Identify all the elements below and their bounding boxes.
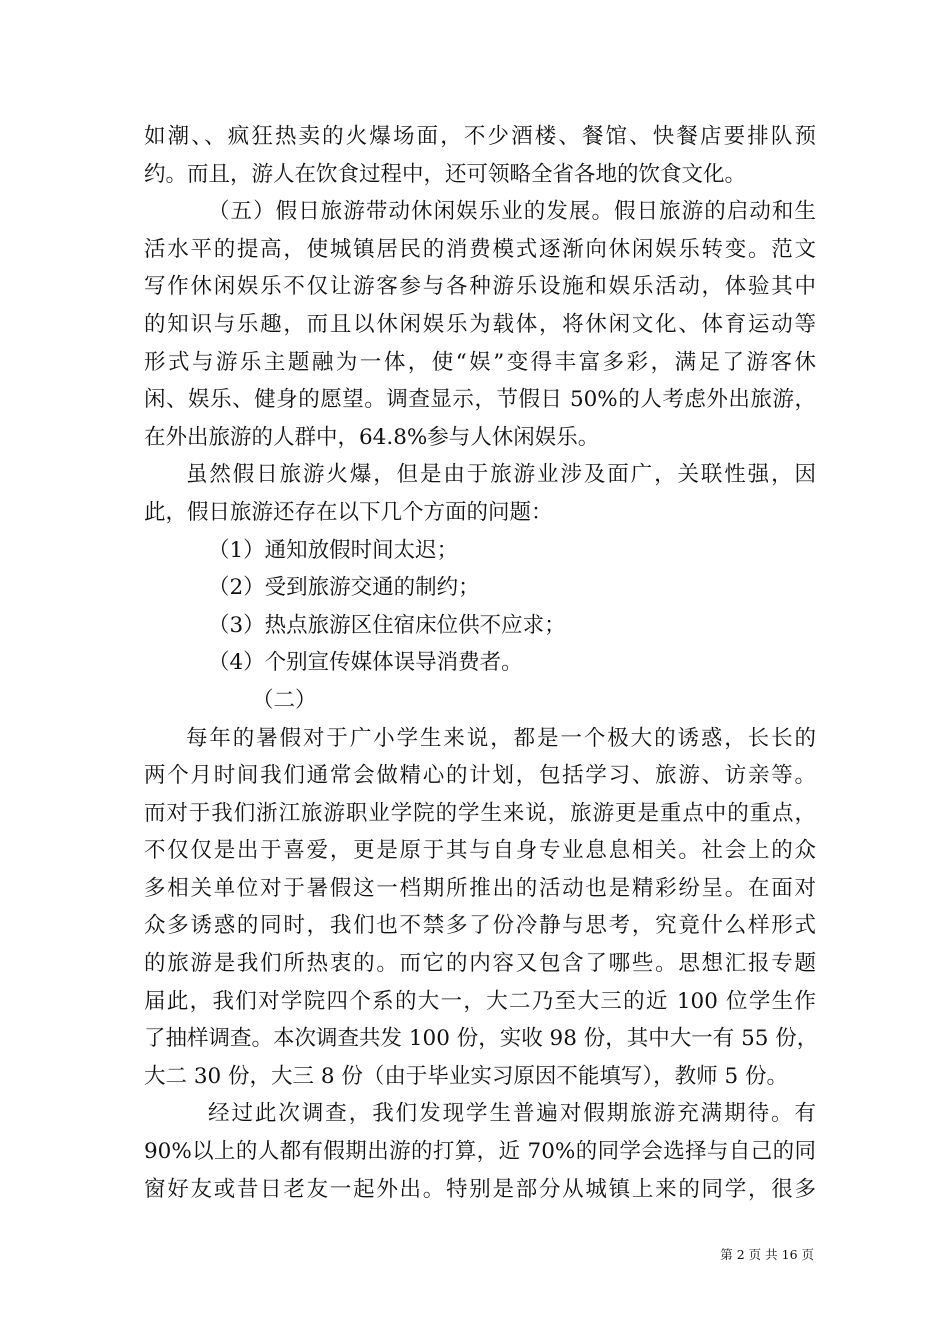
text-line: 如潮、、疯狂热卖的火爆场面，不少酒楼、餐馆、快餐店要排队预 xyxy=(144,124,816,149)
text-line: （2）受到旅游交通的制约； xyxy=(208,575,480,601)
text-line: 形式与游乐主题融为一体，使“娱”变得丰富多彩，满足了游客休 xyxy=(144,349,816,375)
text-line: 两个月时间我们通常会做精心的计划，包括学习、旅游、访亲等。 xyxy=(144,763,816,789)
text-line: （4）个别宣传媒体误导消费者。 xyxy=(208,650,523,676)
text-line: 闲、娱乐、健身的愿望。调查显示，节假日 50%的人考虑外出旅游， xyxy=(144,387,816,413)
text-line: 写作休闲娱乐不仅让游客参与各种游乐设施和娱乐活动，体验其中 xyxy=(144,274,816,300)
text-line: 90%以上的人都有假期出游的打算，近 70%的同学会选择与自己的同 xyxy=(144,1139,816,1165)
text-line: （3）热点旅游区住宿床位供不应求； xyxy=(208,612,566,638)
text-line: 不仅仅是出于喜爱，更是原于其与自身专业息息相关。社会上的众 xyxy=(144,838,816,864)
page-number-footer: 第 2 页 共 16 页 xyxy=(720,1247,814,1262)
text-line: 约。而且，游人在饮食过程中，还可领略全省各地的饮食文化。 xyxy=(144,161,747,187)
text-line: 多相关单位对于暑假这一档期所推出的活动也是精彩纷呈。在面对 xyxy=(144,875,816,901)
text-line: （二） xyxy=(252,687,317,713)
text-line: （五）假日旅游带动休闲娱乐业的发展。假日旅游的启动和生 xyxy=(208,199,816,225)
text-line: 而对于我们浙江旅游职业学院的学生来说，旅游更是重点中的重点， xyxy=(144,800,816,826)
text-line: 窗好友或昔日老友一起外出。特别是部分从城镇上来的同学，很多 xyxy=(144,1176,816,1202)
text-line: 了抽样调查。本次调查共发 100 份，实收 98 份，其中大一有 55 份， xyxy=(144,1026,819,1052)
text-line: 的旅游是我们所热衷的。而它的内容又包含了哪些。思想汇报专题 xyxy=(144,951,816,977)
text-line: 在外出旅游的人群中，64.8%参与人休闲娱乐。 xyxy=(144,424,600,450)
text-line: 众多诱惑的同时，我们也不禁多了份冷静与思考，究竟什么样形式 xyxy=(144,913,816,939)
text-line: （1）通知放假时间太迟； xyxy=(208,537,459,563)
text-line: 虽然假日旅游火爆，但是由于旅游业涉及面广，关联性强，因 xyxy=(186,462,816,488)
text-line: 经过此次调查，我们发现学生普遍对假期旅游充满期待。有 xyxy=(208,1101,816,1127)
text-line: 的知识与乐趣，而且以休闲娱乐为载体，将休闲文化、体育运动等 xyxy=(144,311,816,337)
text-line: 每年的暑假对于广小学生来说，都是一个极大的诱惑，长长的 xyxy=(186,725,816,751)
text-line: 此，假日旅游还存在以下几个方面的问题： xyxy=(144,499,553,525)
text-line: 届此，我们对学院四个系的大一，大二乃至大三的近 100 位学生作 xyxy=(144,988,816,1014)
body-text xyxy=(144,118,819,1208)
text-line: 活水平的提高，使城镇居民的消费模式逐渐向休闲娱乐转变。范文 xyxy=(144,236,816,262)
text-line: 大二 30 份，大三 8 份（由于毕业实习原因不能填写），教师 5 份。 xyxy=(144,1063,788,1089)
